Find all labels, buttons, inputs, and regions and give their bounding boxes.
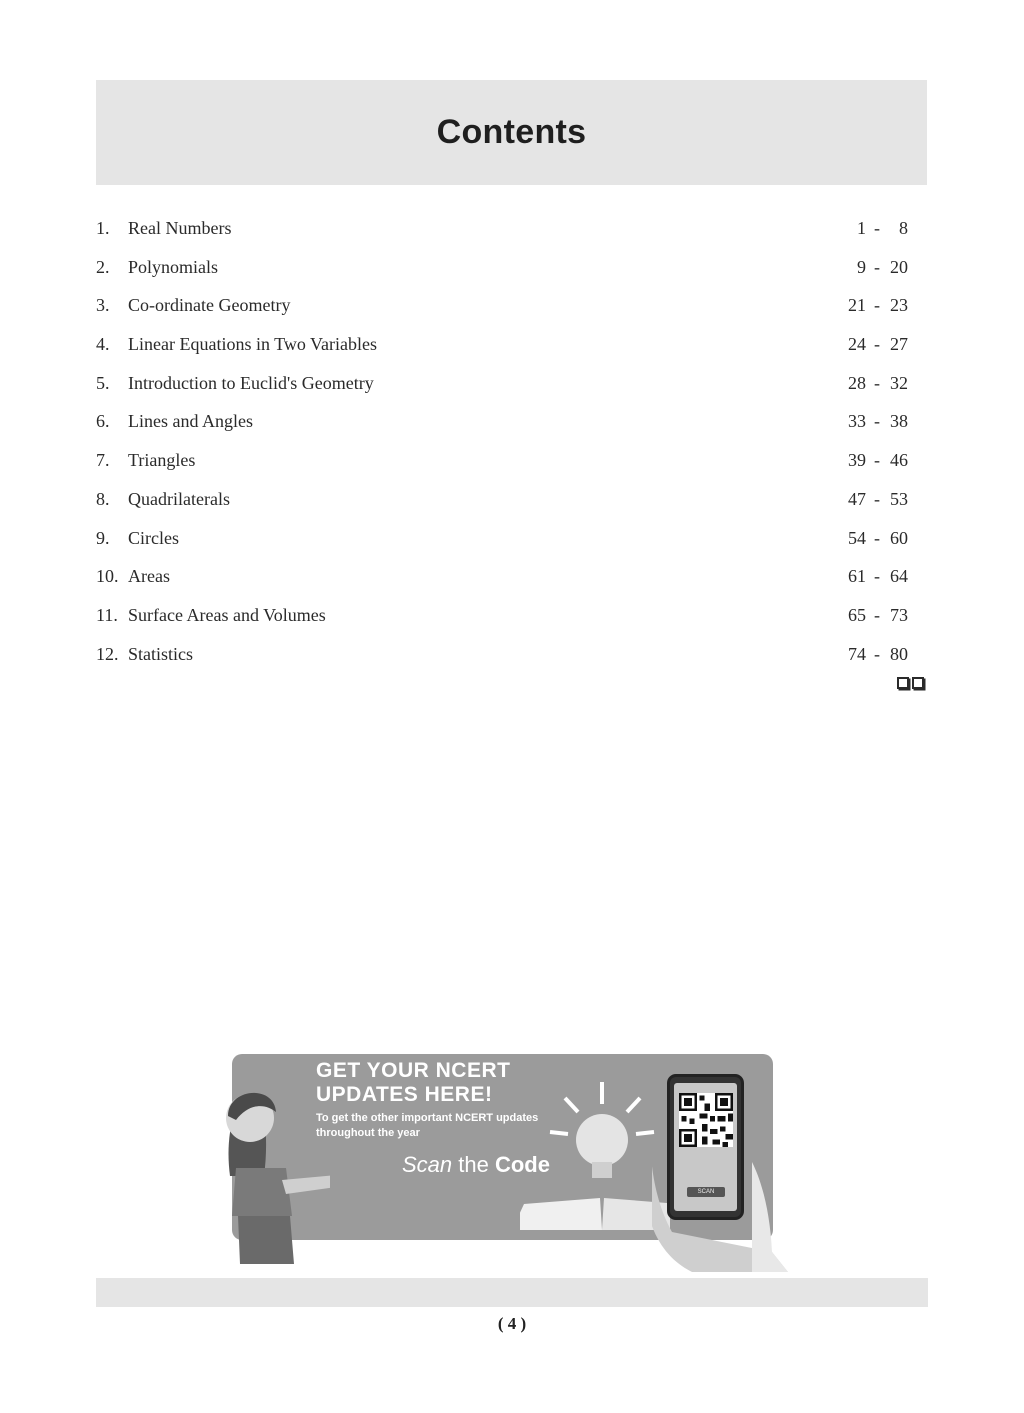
chapter-number: 5. [96, 372, 110, 393]
footer-band [96, 1278, 928, 1307]
toc-entry[interactable] [96, 639, 912, 678]
banner-subtext: To get the other important NCERT updates throughout the year [316, 1112, 539, 1139]
page-range [832, 445, 908, 475]
toc-entry[interactable] [96, 523, 912, 562]
girl-illustration [220, 1076, 330, 1264]
page-start: 65 [848, 604, 866, 625]
page-separator: - [874, 643, 880, 664]
page-start: 21 [848, 295, 866, 316]
toc-entry[interactable] [96, 290, 912, 329]
page-title: Contents [436, 113, 587, 151]
page-separator: - [874, 604, 880, 625]
cta-code-text: Code [494, 1152, 550, 1177]
phone-screen [674, 1083, 737, 1211]
page-end: 8 [899, 218, 908, 238]
toc-entry[interactable] [96, 484, 912, 523]
cta-the-text: the [452, 1152, 495, 1177]
page-start: 33 [848, 411, 866, 432]
chapter-title[interactable]: Circles [128, 527, 179, 548]
page-end: 46 [890, 450, 908, 471]
toc-entry[interactable] [96, 252, 912, 291]
qr-code-icon[interactable] [679, 1093, 733, 1147]
page-separator: - [874, 372, 880, 393]
toc-entry[interactable] [96, 329, 912, 368]
cta-scan-text: Scan [402, 1152, 453, 1177]
page-range [832, 252, 908, 282]
page-start: 39 [848, 450, 866, 471]
page-range [832, 600, 908, 630]
chapter-title[interactable]: Quadrilaterals [128, 488, 230, 509]
page-start: 61 [848, 566, 866, 587]
page-start: 1 [857, 218, 866, 238]
page-end: 64 [890, 566, 908, 587]
page-range [832, 484, 908, 514]
smartphone-illustration [667, 1074, 744, 1220]
page-end: 60 [890, 527, 908, 548]
chapter-title[interactable]: Areas [128, 566, 170, 587]
table-of-contents [96, 213, 912, 677]
chapter-title[interactable]: Triangles [128, 450, 196, 471]
page-range [832, 561, 908, 591]
lightbulb-book-icon [520, 1082, 670, 1232]
box-icon [912, 677, 924, 689]
chapter-number: 6. [96, 411, 110, 432]
chapter-title[interactable]: Polynomials [128, 256, 219, 277]
scan-button[interactable]: SCAN [687, 1187, 725, 1197]
chapter-number: 3. [96, 295, 110, 316]
page-range [832, 639, 908, 669]
contents-header [96, 80, 927, 185]
page-start: 74 [848, 643, 866, 664]
page-separator: - [874, 295, 880, 316]
page-separator: - [874, 527, 880, 548]
chapter-number: 11. [96, 604, 118, 625]
page-end: 80 [890, 643, 908, 664]
page-separator: - [874, 334, 880, 355]
page-end: 53 [890, 488, 908, 509]
page-separator: - [874, 218, 880, 238]
page-separator: - [874, 566, 880, 587]
page-end: 38 [890, 411, 908, 432]
chapter-number: 8. [96, 488, 110, 509]
chapter-title[interactable]: Real Numbers [128, 218, 232, 238]
page-range [832, 406, 908, 436]
chapter-number: 7. [96, 450, 110, 471]
chapter-title[interactable]: Surface Areas and Volumes [128, 604, 326, 625]
page-start: 24 [848, 334, 866, 355]
toc-entry[interactable] [96, 406, 912, 445]
page-end: 73 [890, 604, 908, 625]
page-range [832, 368, 908, 398]
chapter-number: 1. [96, 218, 110, 238]
page-start: 9 [857, 256, 866, 277]
toc-entry[interactable] [96, 213, 912, 252]
page-range [832, 329, 908, 359]
banner-headline: GET YOUR NCERT UPDATES HERE! [316, 1059, 511, 1106]
ncert-updates-banner[interactable] [232, 1054, 773, 1240]
end-of-section-mark [897, 677, 924, 689]
toc-entry[interactable] [96, 561, 912, 600]
chapter-number: 4. [96, 334, 110, 355]
page-separator: - [874, 450, 880, 471]
page-end: 20 [890, 256, 908, 277]
toc-entry[interactable] [96, 600, 912, 639]
chapter-title[interactable]: Statistics [128, 643, 194, 664]
page-end: 23 [890, 295, 908, 316]
page-separator: - [874, 488, 880, 509]
page-separator: - [874, 411, 880, 432]
toc-entry[interactable] [96, 445, 912, 484]
page-end: 27 [890, 334, 908, 355]
page-range [832, 523, 908, 553]
page-start: 47 [848, 488, 866, 509]
chapter-number: 12. [96, 643, 119, 664]
box-icon [897, 677, 909, 689]
chapter-title[interactable]: Introduction to Euclid's Geometry [128, 372, 374, 393]
page-range [832, 213, 908, 243]
chapter-number: 2. [96, 256, 110, 277]
chapter-title[interactable]: Linear Equations in Two Variables [128, 334, 378, 355]
page-range [832, 290, 908, 320]
page-start: 28 [848, 372, 866, 393]
chapter-title[interactable]: Lines and Angles [128, 411, 253, 432]
page-separator: - [874, 256, 880, 277]
chapter-number: 9. [96, 527, 110, 548]
page-number: ( 4 ) [497, 1314, 527, 1333]
toc-entry[interactable] [96, 368, 912, 407]
page-end: 32 [890, 372, 908, 393]
page-start: 54 [848, 527, 866, 548]
chapter-title[interactable]: Co-ordinate Geometry [128, 295, 291, 316]
chapter-number: 10. [96, 566, 119, 587]
